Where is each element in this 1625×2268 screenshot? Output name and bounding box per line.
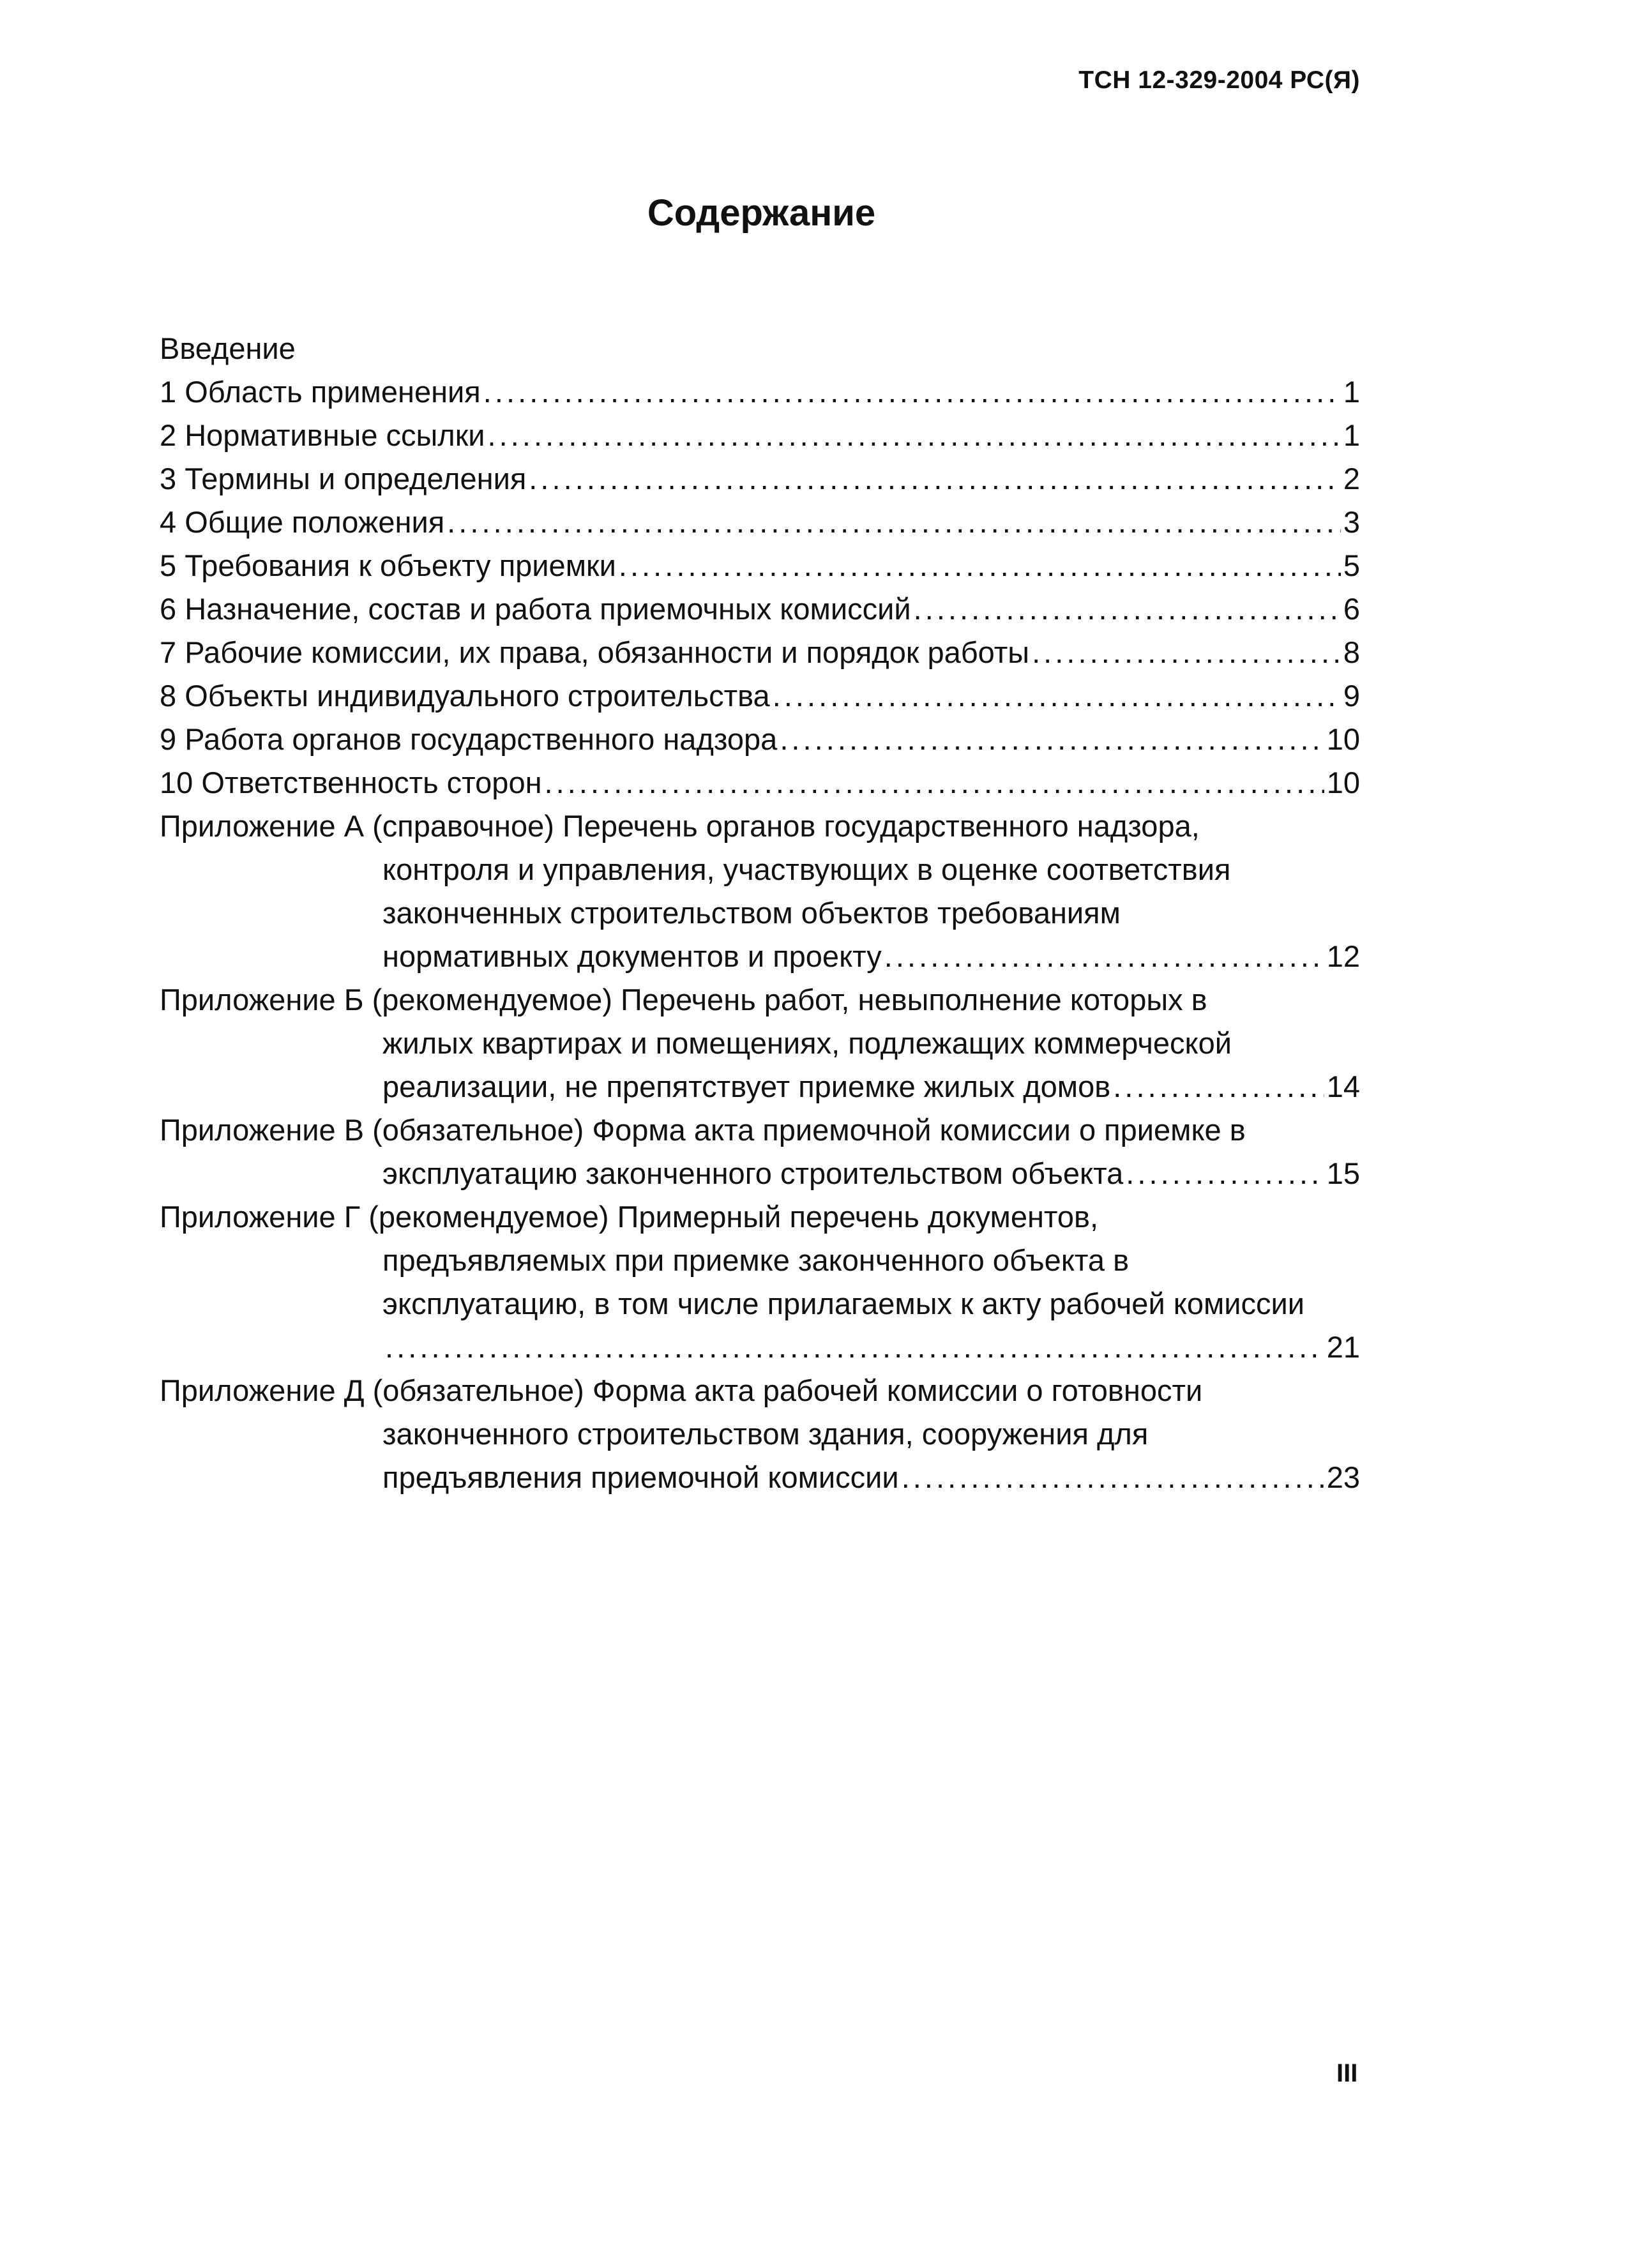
toc-page-number: 8 <box>1343 635 1360 669</box>
toc-page-number: 2 <box>1343 462 1360 495</box>
toc-line-text: реализации, не препятствует приемке жилых домов <box>382 1070 1111 1103</box>
toc-page-number: 15 <box>1326 1156 1360 1190</box>
dot-leader <box>902 1456 1324 1499</box>
toc-line-text: 8 Объекты индивидуального строительства <box>160 679 770 713</box>
toc-line <box>160 587 1360 631</box>
toc-line-text: 9 Работа органов государственного надзора <box>160 722 778 756</box>
toc-page-number: 1 <box>1343 418 1360 452</box>
toc-line-text: 4 Общие положения <box>160 505 445 539</box>
toc-line-text: 3 Термины и определения <box>160 462 527 495</box>
toc-line <box>160 370 1360 414</box>
dot-leader <box>529 457 1341 501</box>
toc-entry <box>160 805 1360 978</box>
dot-leader <box>1032 631 1341 674</box>
toc-line-text: 5 Требования к объекту приемки <box>160 548 616 582</box>
toc-line-text: Приложение Б (рекомендуемое) Перечень работ, невыполнение которых в <box>160 983 1207 1017</box>
toc-line-text: законченных строительством объектов требованиям <box>382 896 1121 930</box>
dot-leader <box>483 370 1341 414</box>
toc-entry <box>160 1195 1360 1369</box>
toc-line <box>160 1412 1360 1456</box>
table-of-contents <box>160 327 1360 1499</box>
dot-leader <box>545 761 1324 805</box>
dot-leader <box>385 1326 1324 1369</box>
toc-line-text: 6 Назначение, состав и работа приемочных комиссий <box>160 592 911 626</box>
toc-page-number: 3 <box>1343 505 1360 539</box>
toc-line <box>160 631 1360 674</box>
toc-line <box>160 848 1360 891</box>
toc-entry <box>160 761 1360 805</box>
toc-line-text: Введение <box>160 331 296 365</box>
toc-page-number: 14 <box>1326 1070 1360 1103</box>
toc-line-text: Приложение А (справочное) Перечень органов государственного надзора, <box>160 809 1200 843</box>
toc-line <box>160 327 1360 370</box>
toc-line-text: контроля и управления, участвующих в оценке соответствия <box>382 852 1231 886</box>
toc-page-number: 6 <box>1343 592 1360 626</box>
toc-entry <box>160 327 1360 370</box>
toc-line <box>160 718 1360 761</box>
toc-line <box>160 935 1360 978</box>
page-number: III <box>1336 2059 1358 2087</box>
toc-line <box>160 1108 1360 1152</box>
page-title: Содержание <box>647 192 876 234</box>
toc-line <box>160 1456 1360 1499</box>
toc-line <box>160 501 1360 544</box>
toc-line <box>160 761 1360 805</box>
toc-line <box>160 544 1360 587</box>
document-code: ТСН 12-329-2004 РС(Я) <box>1078 66 1360 94</box>
toc-entry <box>160 674 1360 718</box>
toc-page-number: 5 <box>1343 548 1360 582</box>
toc-entry <box>160 587 1360 631</box>
toc-line-text: Приложение В (обязательное) Форма акта приемочной комиссии о приемке в <box>160 1113 1246 1147</box>
toc-line-text: 10 Ответственность сторон <box>160 766 542 799</box>
toc-line <box>160 414 1360 457</box>
toc-line-text: эксплуатацию, в том числе прилагаемых к акту рабочей комиссии <box>382 1287 1305 1320</box>
dot-leader <box>488 414 1341 457</box>
toc-line-text: 1 Область применения <box>160 375 481 409</box>
toc-entry <box>160 414 1360 457</box>
toc-entry <box>160 631 1360 674</box>
toc-line <box>160 1326 1360 1369</box>
toc-line <box>160 1282 1360 1326</box>
toc-page-number: 10 <box>1326 766 1360 799</box>
toc-line-text: предъявляемых при приемке законченного объекта в <box>382 1243 1130 1277</box>
dot-leader <box>914 587 1341 631</box>
toc-line-text: 2 Нормативные ссылки <box>160 418 485 452</box>
toc-entry <box>160 544 1360 587</box>
dot-leader <box>1113 1065 1324 1108</box>
toc-line <box>160 674 1360 718</box>
toc-entry <box>160 978 1360 1108</box>
toc-page-number: 23 <box>1326 1460 1360 1494</box>
toc-line-text: Приложение Г (рекомендуемое) Примерный перечень документов, <box>160 1200 1099 1234</box>
toc-line-text: законченного строительством здания, сооружения для <box>382 1417 1149 1451</box>
toc-entry <box>160 1369 1360 1499</box>
toc-line <box>160 1152 1360 1195</box>
dot-leader <box>447 501 1341 544</box>
dot-leader <box>619 544 1341 587</box>
toc-page-number: 9 <box>1343 679 1360 713</box>
dot-leader <box>1126 1152 1324 1195</box>
toc-line-text: 7 Рабочие комиссии, их права, обязанности и порядок работы <box>160 635 1030 669</box>
toc-line <box>160 1022 1360 1065</box>
dot-leader <box>780 718 1324 761</box>
toc-line <box>160 1369 1360 1412</box>
toc-entry <box>160 370 1360 414</box>
toc-line <box>160 805 1360 848</box>
toc-line <box>160 1065 1360 1108</box>
toc-line <box>160 978 1360 1022</box>
toc-line-text: жилых квартирах и помещениях, подлежащих коммерческой <box>382 1026 1232 1060</box>
toc-entry <box>160 1108 1360 1195</box>
toc-line-text: эксплуатацию законченного строительством объекта <box>382 1156 1124 1190</box>
toc-line <box>160 1195 1360 1239</box>
toc-page-number: 1 <box>1343 375 1360 409</box>
toc-page-number: 12 <box>1326 939 1360 973</box>
toc-entry <box>160 718 1360 761</box>
dot-leader <box>773 674 1341 718</box>
toc-page-number: 21 <box>1326 1330 1360 1364</box>
toc-line <box>160 457 1360 501</box>
toc-line <box>160 1239 1360 1282</box>
toc-line <box>160 891 1360 935</box>
dot-leader <box>884 935 1324 978</box>
toc-entry <box>160 457 1360 501</box>
toc-page-number: 10 <box>1326 722 1360 756</box>
toc-entry <box>160 501 1360 544</box>
toc-line-text: предъявления приемочной комиссии <box>382 1460 899 1494</box>
toc-line-text: нормативных документов и проекту <box>382 939 882 973</box>
toc-line-text: Приложение Д (обязательное) Форма акта рабочей комиссии о готовности <box>160 1373 1203 1407</box>
